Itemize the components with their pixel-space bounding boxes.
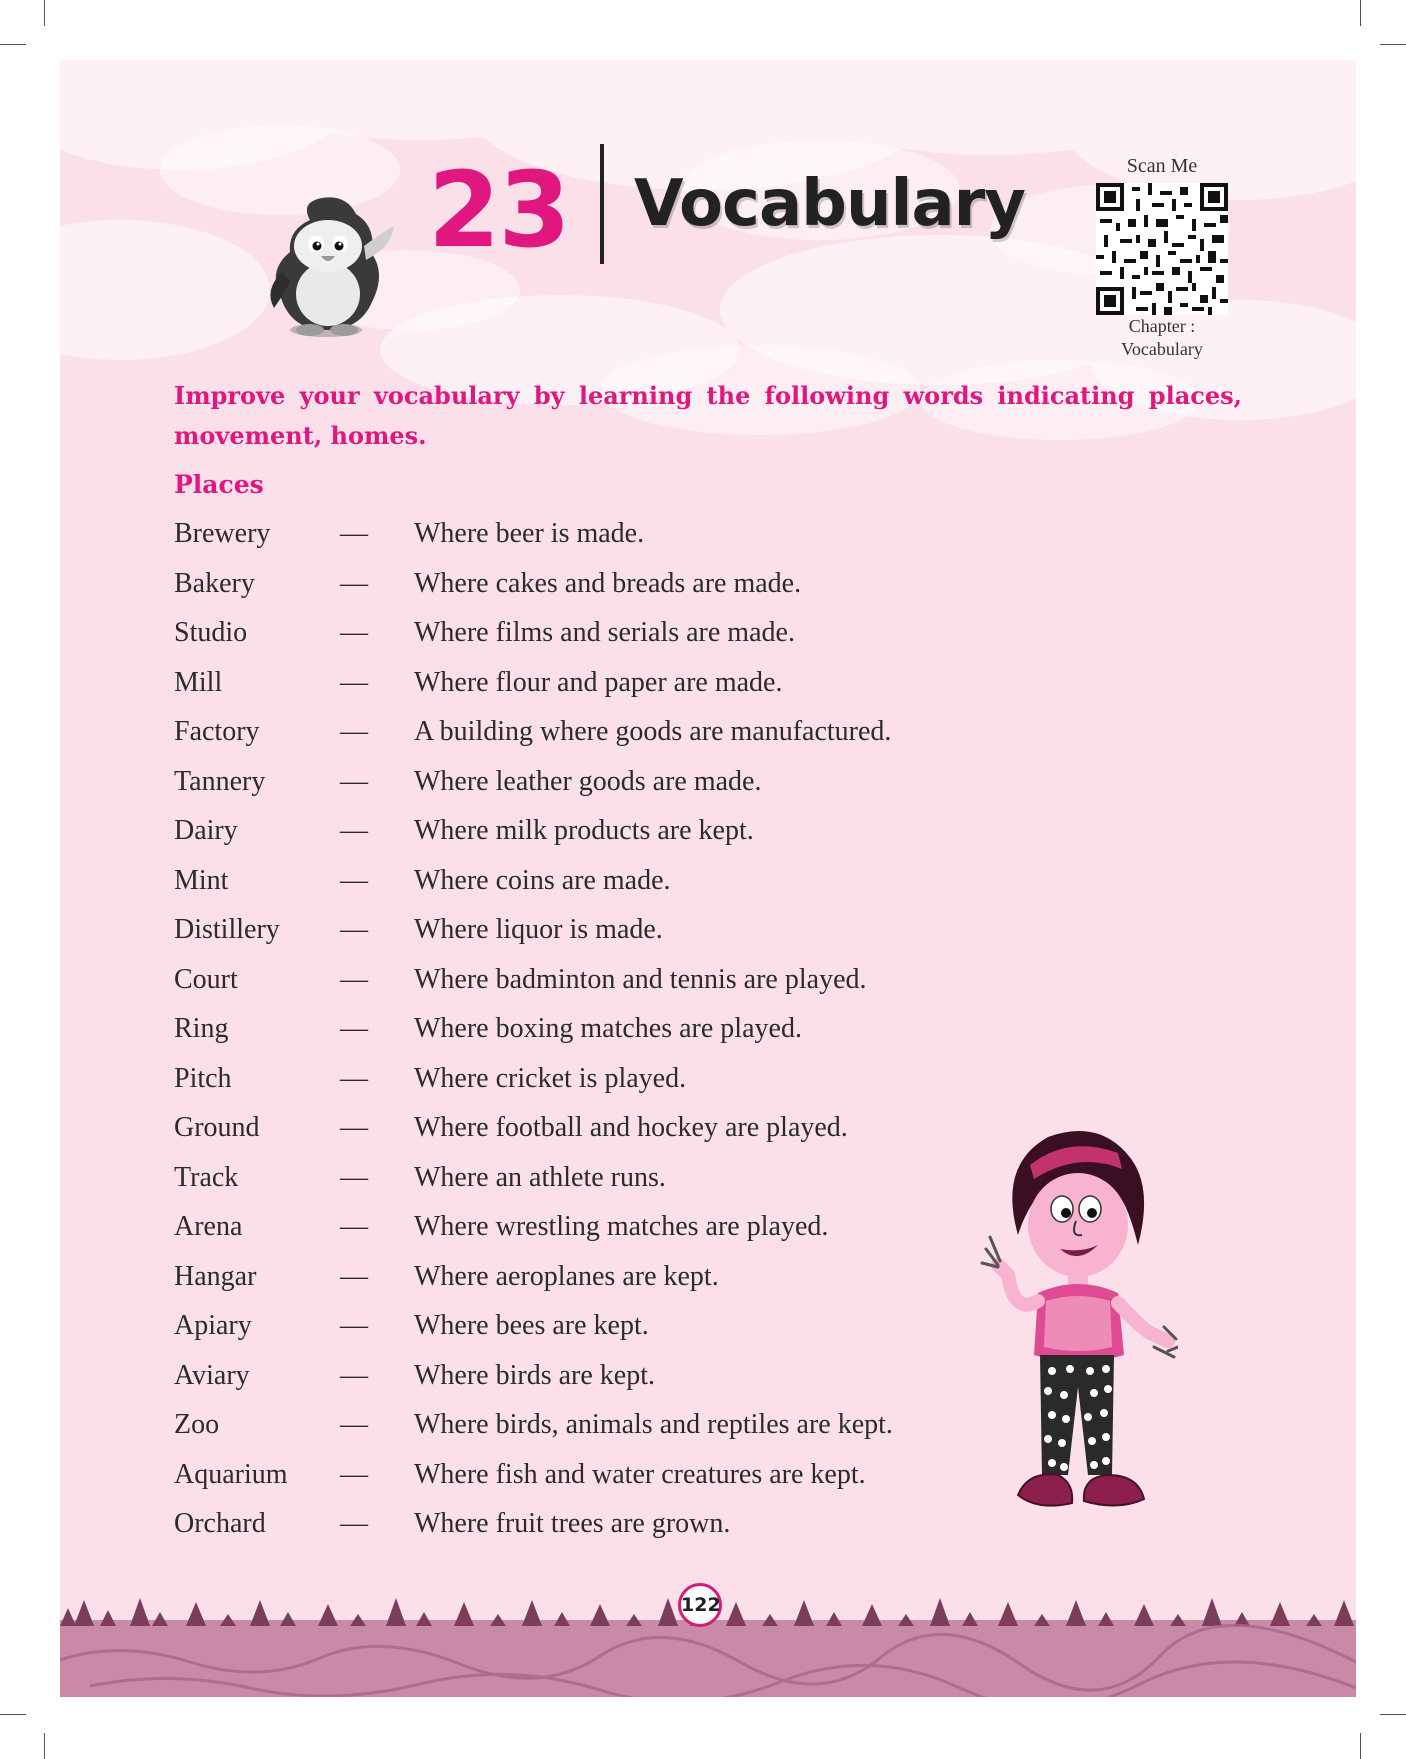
crop-mark xyxy=(1380,1714,1406,1715)
vocab-row xyxy=(174,1409,974,1459)
crop-mark xyxy=(0,44,26,45)
vocab-meaning: Where leather goods are made. xyxy=(414,765,762,797)
vocab-word: Ring xyxy=(174,1013,229,1044)
separator-dash: — xyxy=(340,914,368,945)
vocab-meaning: Where bees are kept. xyxy=(414,1310,649,1341)
vocab-row xyxy=(174,1261,974,1311)
vocab-meaning: Where aeroplanes are kept. xyxy=(414,1260,719,1292)
vocab-row xyxy=(174,568,974,618)
separator-dash: — xyxy=(340,1161,368,1193)
separator-dash: — xyxy=(340,518,368,549)
page-number-badge: 122 xyxy=(678,1583,722,1627)
vocab-row xyxy=(174,1013,974,1063)
vocab-word: Brewery xyxy=(174,518,271,549)
vocab-word: Pitch xyxy=(174,1062,232,1094)
vocab-row xyxy=(174,1063,974,1113)
qr-caption-line1: Chapter : xyxy=(1128,316,1196,336)
vocab-row xyxy=(174,1112,974,1162)
vocab-meaning: Where cakes and breads are made. xyxy=(414,567,802,599)
vocab-word: Track xyxy=(174,1161,239,1193)
vocab-word: Hangar xyxy=(174,1260,257,1292)
chapter-number: 23 xyxy=(428,149,569,271)
places-vocabulary-list xyxy=(174,518,974,1558)
vocab-row xyxy=(174,1310,974,1360)
vocab-meaning: A building where goods are manufactured. xyxy=(414,716,892,747)
crop-mark xyxy=(1360,0,1361,26)
separator-dash: — xyxy=(340,815,368,846)
vocab-word: Factory xyxy=(174,716,260,747)
qr-code[interactable] xyxy=(1096,183,1228,315)
vocab-word: Arena xyxy=(174,1211,243,1242)
vocab-word: Zoo xyxy=(174,1409,220,1440)
vocab-word: Dairy xyxy=(174,815,238,846)
separator-dash: — xyxy=(340,1112,368,1143)
vocab-word: Studio xyxy=(174,617,248,648)
vocab-row xyxy=(174,914,974,964)
crop-mark xyxy=(44,0,45,26)
crop-mark xyxy=(44,1733,45,1759)
vocab-word: Ground xyxy=(174,1112,260,1143)
section-heading: Places xyxy=(174,470,264,499)
vocab-word: Orchard xyxy=(174,1508,266,1539)
separator-dash: — xyxy=(340,1013,368,1044)
title-divider xyxy=(600,144,604,264)
vocab-meaning: Where fish and water creatures are kept. xyxy=(414,1458,866,1490)
vocab-row xyxy=(174,865,974,915)
crop-mark xyxy=(1360,1733,1361,1759)
separator-dash: — xyxy=(340,1508,368,1539)
separator-dash: — xyxy=(340,1359,368,1391)
separator-dash: — xyxy=(340,1211,368,1242)
vocab-row xyxy=(174,1162,974,1212)
vocab-meaning: Where coins are made. xyxy=(414,864,671,896)
vocab-row xyxy=(174,667,974,717)
vocab-meaning: Where films and serials are made. xyxy=(414,617,795,648)
vocab-meaning: Where cricket is played. xyxy=(414,1062,687,1094)
crop-mark xyxy=(1380,44,1406,45)
vocab-word: Mint xyxy=(174,864,229,896)
vocab-meaning: Where flour and paper are made. xyxy=(414,666,783,698)
chapter-title: Vocabulary xyxy=(634,167,1025,241)
separator-dash: — xyxy=(340,1260,368,1292)
vocab-row xyxy=(174,815,974,865)
penguin-illustration xyxy=(260,190,400,340)
vocab-row xyxy=(174,518,974,568)
vocab-meaning: Where liquor is made. xyxy=(414,914,663,945)
vocab-meaning: Where boxing matches are played. xyxy=(414,1013,802,1044)
vocab-meaning: Where birds, animals and reptiles are kept. xyxy=(414,1409,893,1440)
vocab-row xyxy=(174,1211,974,1261)
vocab-row xyxy=(174,1459,974,1509)
vocab-meaning: Where fruit trees are grown. xyxy=(414,1508,731,1539)
vocab-row xyxy=(174,766,974,816)
crop-mark xyxy=(0,1714,26,1715)
qr-scan-label: Scan Me xyxy=(1126,155,1198,177)
vocab-meaning: Where milk products are kept. xyxy=(414,815,754,846)
vocab-word: Aquarium xyxy=(174,1458,288,1490)
separator-dash: — xyxy=(340,1310,368,1341)
vocab-meaning: Where football and hockey are played. xyxy=(414,1112,848,1143)
vocab-row xyxy=(174,964,974,1014)
vocab-row xyxy=(174,716,974,766)
separator-dash: — xyxy=(340,1458,368,1490)
textbook-page xyxy=(60,60,1356,1697)
separator-dash: — xyxy=(340,864,368,896)
separator-dash: — xyxy=(340,963,368,995)
vocab-row xyxy=(174,1508,974,1558)
separator-dash: — xyxy=(340,1409,368,1440)
vocab-word: Distillery xyxy=(174,914,280,945)
qr-caption-line2: Vocabulary xyxy=(1121,339,1203,359)
vocab-meaning: Where birds are kept. xyxy=(414,1359,655,1391)
vocab-word: Mill xyxy=(174,666,223,698)
vocab-meaning: Where badminton and tennis are played. xyxy=(414,963,867,995)
separator-dash: — xyxy=(340,617,368,648)
vocab-row xyxy=(174,617,974,667)
separator-dash: — xyxy=(340,567,368,599)
vocab-word: Tannery xyxy=(174,765,266,797)
vocab-word: Court xyxy=(174,963,238,995)
intro-paragraph: Improve your vocabulary by learning the following words indicating places, movement, homes. xyxy=(174,381,1242,450)
vocab-row xyxy=(174,1360,974,1410)
vocab-meaning: Where beer is made. xyxy=(414,518,645,549)
vocab-meaning: Where wrestling matches are played. xyxy=(414,1211,829,1242)
vocab-meaning: Where an athlete runs. xyxy=(414,1161,666,1193)
separator-dash: — xyxy=(340,716,368,747)
vocab-word: Aviary xyxy=(174,1359,250,1391)
vocab-word: Apiary xyxy=(174,1310,252,1341)
separator-dash: — xyxy=(340,1062,368,1094)
girl-cartoon-illustration xyxy=(978,1125,1178,1540)
vocab-word: Bakery xyxy=(174,567,255,599)
separator-dash: — xyxy=(340,666,368,698)
separator-dash: — xyxy=(340,765,368,797)
